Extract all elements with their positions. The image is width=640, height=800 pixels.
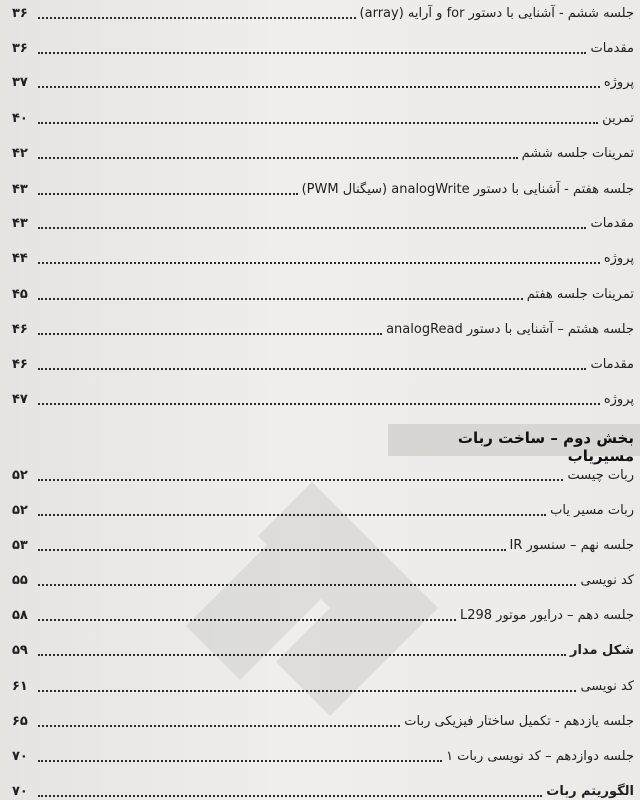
toc-entry[interactable] [12, 282, 634, 304]
toc-entry-page: ۵۵ [12, 573, 28, 588]
toc-entry-title: الگوریتم ربات [546, 784, 634, 799]
toc-entry[interactable] [12, 387, 634, 409]
toc-entry[interactable] [12, 674, 634, 696]
toc-entry-title: جلسه نهم – سنسور IR [509, 538, 634, 553]
toc-entry-title: مقدمات [590, 41, 634, 56]
toc-entry-page: ۴۴ [12, 251, 28, 266]
toc-entry-title: تمرین [602, 111, 634, 126]
toc-entry-page: ۴۶ [12, 357, 28, 372]
toc-entry[interactable] [12, 744, 634, 766]
leader-dots [38, 514, 546, 516]
toc-entry[interactable] [12, 70, 634, 92]
toc-entry-page: ۵۳ [12, 538, 28, 553]
leader-dots [38, 654, 566, 656]
leader-dots [38, 227, 586, 229]
leader-dots [38, 760, 442, 762]
section-heading [388, 424, 640, 465]
leader-dots [38, 17, 356, 19]
toc-entry-title: مقدمات [590, 216, 634, 231]
toc-entry-page: ۵۸ [12, 608, 28, 623]
toc-entry[interactable] [12, 1, 634, 23]
section-title: بخش دوم – ساخت ربات مسیریاب [457, 429, 634, 465]
toc-entry-page: ۴۲ [12, 146, 28, 161]
toc-entry-page: ۴۷ [12, 392, 28, 407]
toc-entry-page: ۷۰ [12, 784, 28, 799]
leader-dots [38, 333, 382, 335]
toc-entry-title: تمرینات جلسه ششم [521, 146, 634, 161]
toc-entry[interactable] [12, 463, 634, 485]
toc-entry[interactable] [12, 246, 634, 268]
toc-entry[interactable] [12, 317, 634, 339]
toc-entry-page: ۵۲ [12, 503, 28, 518]
leader-dots [38, 479, 563, 481]
leader-dots [38, 298, 523, 300]
leader-dots [38, 619, 456, 621]
toc-entry-page: ۷۰ [12, 749, 28, 764]
leader-dots [38, 157, 518, 159]
toc-entry-title: پروژه [603, 251, 634, 266]
toc-entry-title: مقدمات [590, 357, 634, 372]
toc-entry-title: جلسه هفتم - آشنایی با دستور analogWrite (سیگنال PWM) [301, 182, 634, 197]
toc-entry[interactable] [12, 498, 634, 520]
toc-entry-title: شکل مدار [570, 643, 634, 658]
toc-entry[interactable] [12, 568, 634, 590]
toc-entry-title: جلسه دوازدهم – کد نویسی ربات ۱ [446, 749, 634, 764]
toc-entry[interactable] [12, 211, 634, 233]
toc-entry-page: ۳۷ [12, 75, 28, 90]
toc-entry-title: کد نویسی [580, 573, 634, 588]
toc-entry-page: ۵۲ [12, 468, 28, 483]
toc-entry[interactable] [12, 709, 634, 731]
toc-entry-page: ۴۰ [12, 111, 28, 126]
leader-dots [38, 368, 586, 370]
toc-entry-title: کد نویسی [580, 679, 634, 694]
toc-entry[interactable] [12, 603, 634, 625]
leader-dots [38, 52, 586, 54]
toc-entry-title: ربات مسیر یاب [550, 503, 634, 518]
toc-entry[interactable] [12, 779, 634, 800]
toc-entry-title: ربات چیست [567, 468, 634, 483]
toc-entry-page: ۶۵ [12, 714, 28, 729]
toc-entry-title: پروژه [603, 392, 634, 407]
leader-dots [38, 795, 542, 797]
toc-entry[interactable] [12, 106, 634, 128]
leader-dots [38, 690, 576, 692]
toc-entry-page: ۳۶ [12, 6, 28, 21]
leader-dots [38, 403, 600, 405]
toc-entry[interactable] [12, 141, 634, 163]
toc-entry[interactable] [12, 533, 634, 555]
toc-entry-title: جلسه هشتم – آشنایی با دستور analogRead [386, 322, 634, 337]
toc-entry[interactable] [12, 36, 634, 58]
toc-entry-title: پروژه [603, 75, 634, 90]
leader-dots [38, 122, 598, 124]
toc-entry-page: ۴۳ [12, 182, 28, 197]
toc-entry-title: تمرینات جلسه هفتم [526, 287, 634, 302]
leader-dots [38, 86, 600, 88]
leader-dots [38, 549, 506, 551]
leader-dots [38, 262, 600, 264]
toc-entry-page: ۴۵ [12, 287, 28, 302]
toc-entry-title: جلسه یازدهم - تکمیل ساختار فیزیکی ربات [404, 714, 634, 729]
toc-entry-page: ۶۱ [12, 679, 28, 694]
toc-entry[interactable] [12, 638, 634, 660]
toc-entry-page: ۵۹ [12, 643, 28, 658]
toc-entry[interactable] [12, 352, 634, 374]
toc-entry-title: جلسه دهم – درایور موتور L298 [459, 608, 634, 623]
leader-dots [38, 584, 576, 586]
leader-dots [38, 725, 400, 727]
toc-entry-page: ۳۶ [12, 41, 28, 56]
leader-dots [38, 193, 298, 195]
toc-entry-title: جلسه ششم - آشنایی با دستور for و آرایه (array) [359, 6, 634, 21]
toc-entry[interactable] [12, 177, 634, 199]
toc-entry-page: ۴۶ [12, 322, 28, 337]
toc-entry-page: ۴۳ [12, 216, 28, 231]
